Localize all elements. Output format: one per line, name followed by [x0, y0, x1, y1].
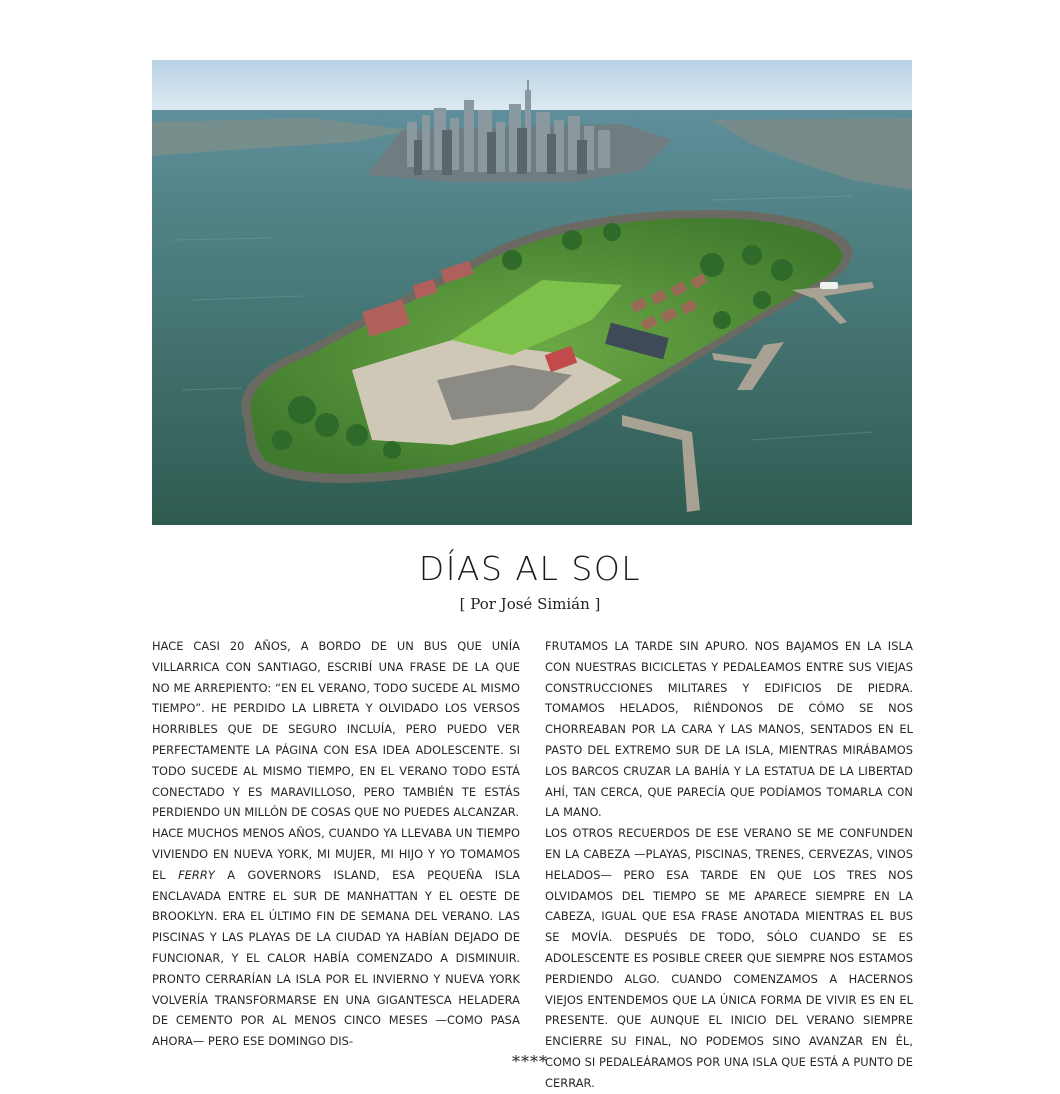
article-column-left	[152, 636, 520, 1052]
paragraph	[152, 823, 520, 1052]
italic-word: FERRY	[178, 867, 215, 882]
paragraph: HACE CASI 20 AÑOS, A BORDO DE UN BUS QUE UNÍA VILLARRICA CON SANTIAGO, ESCRIBÍ UNA FRASE DE LA QUE NO ME ARREPIENTO: “EN EL VERANO, TODO SUCEDE AL MISMO TIEMPO”. HE PERDIDO LA LIBRETA Y OLVIDADO LOS VERSOS HORRIBLES QUE DE SEGURO INCLUÍA, PERO PUEDO VER PERFECTAMENTE LA PÁGINA CON ESA IDEA ADOLESCENTE. SI TODO SUCEDE AL MISMO TIEMPO, EN EL VERANO TODO ESTÁ CONECTADO Y ES MARAVILLOSO, PERO TAMBIÉN TE ESTÁS PERDIENDO UN MILLÓN DE COSAS QUE NO PUEDES ALCANZAR.	[152, 639, 520, 820]
paragraph: FRUTAMOS LA TARDE SIN APURO. NOS BAJAMOS EN LA ISLA CON NUESTRAS BICICLETAS Y PEDALEAMOS ENTRE SUS VIEJAS CONSTRUCCIONES MILITARES Y EDIFICIOS DE PIEDRA. TOMAMOS HELADOS, RIÉNDONOS DE CÓMO SE NOS CHORREABAN POR LA CARA Y LAS MANOS, SENTADOS EN EL PASTO DEL EXTREMO SUR DE LA ISLA, MIENTRAS MIRÁBAMOS LOS BARCOS CRUZAR LA BAHÍA Y LA ESTATUA DE LA LIBERTAD AHÍ, TAN CERCA, QUE PARECÍA QUE PODÍAMOS TOMARLA CON LA MANO.	[545, 639, 913, 820]
paragraph-text: HACE MUCHOS MENOS AÑOS, CUANDO YA LLEVABA UN TIEMPO VIVIENDO EN NUEVA YORK, MI MUJER, MI HIJO Y YO TOMAMOS EL	[152, 826, 520, 882]
article-title: DÍAS AL SOL	[418, 549, 642, 588]
article-column-right	[545, 636, 913, 1094]
paragraph: LOS OTROS RECUERDOS DE ESE VERANO SE ME CONFUNDEN EN LA CABEZA —PLAYAS, PISCINAS, TRENES, CERVEZAS, VINOS HELADOS— PERO ESA TARDE EN QUE LOS TRES NOS OLVIDAMOS DEL TIEMPO SE ME APARECE SIEMPRE EN LA CABEZA, IGUAL QUE ESA FRASE ANOTADA MIENTRAS EL BUS SE MOVÍA. DESPUÉS DE TODO, SÓLO CUANDO SE ES ADOLESCENTE ES POSIBLE CREER QUE SIEMPRE NOS ESTAMOS PERDIENDO ALGO. CUANDO COMENZAMOS A HACERNOS VIEJOS ENTENDEMOS QUE LA ÚNICA FORMA DE VIVIR ES EN EL PRESENTE. QUE AUNQUE EL INICIO DEL VERANO SIEMPRE ENCIERRE SU FINAL, NO PODEMOS SINO AVANZAR EN ÉL, COMO SI PEDALEÁRAMOS POR UNA ISLA QUE ESTÁ A PUNTO DE CERRAR.	[545, 826, 913, 1090]
aerial-photo-governors-island	[152, 60, 912, 525]
article-byline: [ Por José Simián ]	[459, 595, 601, 613]
end-mark: ****	[512, 1052, 548, 1071]
paragraph-text: A GOVERNORS ISLAND, ESA PEQUEÑA ISLA ENCLAVADA ENTRE EL SUR DE MANHATTAN Y EL OESTE DE BROOKLYN. ERA EL ÚLTIMO FIN DE SEMANA DEL VERANO. LAS PISCINAS Y LAS PLAYAS DE LA CIUDAD YA HABÍAN DEJADO DE FUNCIONAR, Y EL CALOR HABÍA COMENZADO A DISMINUIR. PRONTO CERRARÍAN LA ISLA POR EL INVIERNO Y NUEVA YORK VOLVERÍA TRANSFORMARSE EN UNA GIGANTESCA HELADERA DE CEMENTO POR AL MENOS CINCO MESES —COMO PASA AHORA— PERO ESE DOMINGO DIS-	[152, 867, 520, 1049]
